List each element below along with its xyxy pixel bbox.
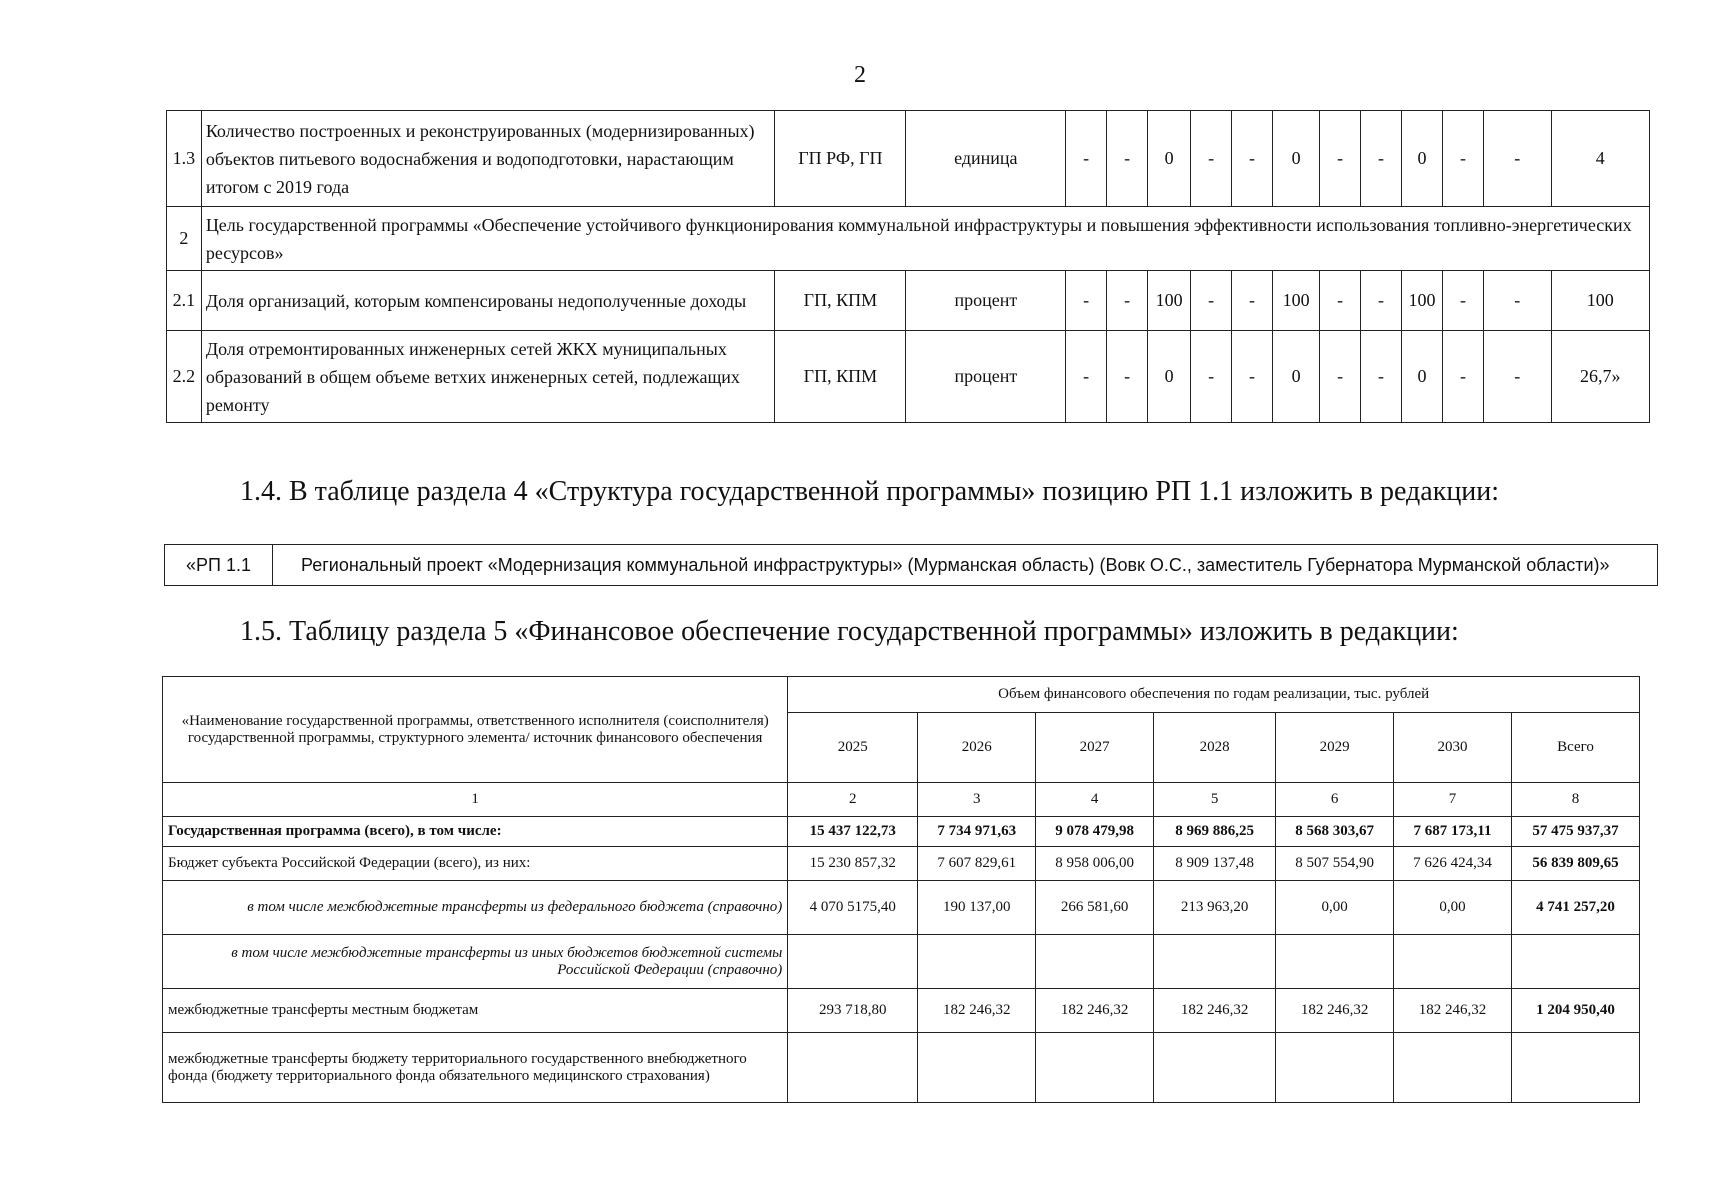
finance-value <box>918 1033 1036 1103</box>
finance-value <box>788 1033 918 1103</box>
finance-row-label: в том числе межбюджетные трансферты из федерального бюджета (справочно) <box>163 881 788 935</box>
column-number: 5 <box>1154 783 1276 817</box>
finance-row-other-budgets <box>163 935 1640 989</box>
section-1-4-title: 1.4. В таблице раздела 4 «Структура государственной программы» позицию РП 1.1 изложить в редакции: <box>240 476 1500 507</box>
finance-value: 293 718,80 <box>788 989 918 1033</box>
indicator-value: - <box>1442 271 1483 331</box>
indicator-value: - <box>1107 111 1148 207</box>
finance-value <box>1394 1033 1512 1103</box>
indicator-value: - <box>1483 111 1551 207</box>
finance-row-extrabudgetary <box>163 1033 1640 1103</box>
indicator-value: - <box>1066 331 1107 423</box>
indicator-name: Доля отремонтированных инженерных сетей ЖКХ муниципальных образований в общем объеме ветхих инженерных сетей, подлежащих ремонту <box>201 331 775 423</box>
indicator-value: 0 <box>1273 331 1320 423</box>
structure-code: «РП 1.1 <box>165 545 273 586</box>
indicator-name: Количество построенных и реконструированных (модернизированных) объектов питьевого водоснабжения и водоподготовки, нарастающим итогом с 2019 года <box>201 111 775 207</box>
finance-total <box>1512 935 1640 989</box>
finance-row-regional <box>163 847 1640 881</box>
column-number: 4 <box>1036 783 1154 817</box>
indicator-level: ГП РФ, ГП <box>775 111 906 207</box>
finance-value <box>1276 935 1394 989</box>
finance-value: 182 246,32 <box>918 989 1036 1033</box>
finance-value: 8 568 303,67 <box>1276 817 1394 847</box>
year-header: 2026 <box>918 713 1036 783</box>
year-header: 2029 <box>1276 713 1394 783</box>
year-header: 2027 <box>1036 713 1154 783</box>
finance-value: 7 734 971,63 <box>918 817 1036 847</box>
indicator-row <box>167 271 1650 331</box>
indicator-value: 100 <box>1402 271 1443 331</box>
indicator-number: 2.2 <box>167 331 202 423</box>
indicator-value: 0 <box>1402 111 1443 207</box>
finance-value: 182 246,32 <box>1394 989 1512 1033</box>
finance-value <box>1394 935 1512 989</box>
finance-value: 8 507 554,90 <box>1276 847 1394 881</box>
goal-number: 2 <box>167 207 202 271</box>
structure-table <box>164 544 1658 586</box>
goal-text: Цель государственной программы «Обеспечение устойчивого функционирования коммунальной инфраструктуры и повышения эффективности использования топливно-энергетических ресурсов» <box>201 207 1649 271</box>
finance-row-label: межбюджетные трансферты бюджету территориального государственного внебюджетного фонда (бюджету территориального фонда обязательного медицинского страхования) <box>163 1033 788 1103</box>
indicator-value: - <box>1232 271 1273 331</box>
finance-value: 7 626 424,34 <box>1394 847 1512 881</box>
indicator-value: - <box>1320 331 1361 423</box>
finance-value: 266 581,60 <box>1036 881 1154 935</box>
finance-row-label: Бюджет субъекта Российской Федерации (всего), из них: <box>163 847 788 881</box>
finance-name-header: «Наименование государственной программы, ответственного исполнителя (соисполнителя) государственной программы, структурного элемента/ источник финансового обеспечения <box>163 677 788 783</box>
finance-value: 7 607 829,61 <box>918 847 1036 881</box>
column-numbers-row <box>163 783 1640 817</box>
finance-value <box>1154 1033 1276 1103</box>
finance-total: 1 204 950,40 <box>1512 989 1640 1033</box>
finance-value: 8 958 006,00 <box>1036 847 1154 881</box>
indicator-value: - <box>1191 111 1232 207</box>
finance-total: 4 741 257,20 <box>1512 881 1640 935</box>
column-number: 6 <box>1276 783 1394 817</box>
column-number: 2 <box>788 783 918 817</box>
finance-value: 9 078 479,98 <box>1036 817 1154 847</box>
indicator-row <box>167 331 1650 423</box>
finance-value: 7 687 173,11 <box>1394 817 1512 847</box>
year-header: 2030 <box>1394 713 1512 783</box>
indicator-number: 2.1 <box>167 271 202 331</box>
finance-value <box>1036 1033 1154 1103</box>
total-header: Всего <box>1512 713 1640 783</box>
finance-value: 213 963,20 <box>1154 881 1276 935</box>
finance-value: 8 969 886,25 <box>1154 817 1276 847</box>
indicator-number: 1.3 <box>167 111 202 207</box>
section-1-5-title: 1.5. Таблицу раздела 5 «Финансовое обеспечение государственной программы» изложить в редакции: <box>240 616 1459 647</box>
finance-value: 0,00 <box>1394 881 1512 935</box>
indicator-value: 0 <box>1148 111 1191 207</box>
finance-value: 182 246,32 <box>1276 989 1394 1033</box>
finance-total: 57 475 937,37 <box>1512 817 1640 847</box>
indicator-value: - <box>1232 111 1273 207</box>
indicator-level: ГП, КПМ <box>775 271 906 331</box>
finance-row-label: в том числе межбюджетные трансферты из иных бюджетов бюджетной системы Российской Федерации (справочно) <box>163 935 788 989</box>
finance-value: 0,00 <box>1276 881 1394 935</box>
goal-row <box>167 207 1650 271</box>
finance-value: 182 246,32 <box>1154 989 1276 1033</box>
finance-row-total <box>163 817 1640 847</box>
finance-row-label: Государственная программа (всего), в том числе: <box>163 817 788 847</box>
indicator-value: 100 <box>1148 271 1191 331</box>
finance-value <box>918 935 1036 989</box>
indicator-value: 4 <box>1551 111 1649 207</box>
indicator-name: Доля организаций, которым компенсированы недополученные доходы <box>201 271 775 331</box>
year-header: 2025 <box>788 713 918 783</box>
structure-text: Региональный проект «Модернизация коммунальной инфраструктуры» (Мурманская область) (Вовк О.С., заместитель Губернатора Мурманской области)» <box>273 545 1658 586</box>
column-number: 3 <box>918 783 1036 817</box>
indicator-value: 0 <box>1273 111 1320 207</box>
finance-value <box>1036 935 1154 989</box>
indicator-value: 0 <box>1148 331 1191 423</box>
indicator-value: - <box>1107 271 1148 331</box>
column-number: 8 <box>1512 783 1640 817</box>
finance-value: 8 909 137,48 <box>1154 847 1276 881</box>
indicator-value: - <box>1442 331 1483 423</box>
finance-row-local <box>163 989 1640 1033</box>
indicator-value: - <box>1442 111 1483 207</box>
finance-total: 56 839 809,65 <box>1512 847 1640 881</box>
finance-total <box>1512 1033 1640 1103</box>
finance-value <box>1276 1033 1394 1103</box>
year-header: 2028 <box>1154 713 1276 783</box>
finance-value: 190 137,00 <box>918 881 1036 935</box>
indicator-value: - <box>1066 111 1107 207</box>
indicators-table <box>166 110 1650 423</box>
indicator-value: - <box>1232 331 1273 423</box>
finance-value: 182 246,32 <box>1036 989 1154 1033</box>
indicator-unit: единица <box>906 111 1066 207</box>
finance-row-federal <box>163 881 1640 935</box>
page-number: 2 <box>854 62 866 88</box>
finance-value: 4 070 5175,40 <box>788 881 918 935</box>
indicator-value: 26,7» <box>1551 331 1649 423</box>
column-number: 1 <box>163 783 788 817</box>
indicator-value: - <box>1483 271 1551 331</box>
finance-value <box>1154 935 1276 989</box>
finance-row-label: межбюджетные трансферты местным бюджетам <box>163 989 788 1033</box>
indicator-value: 100 <box>1273 271 1320 331</box>
structure-row <box>165 545 1658 586</box>
indicator-value: - <box>1320 111 1361 207</box>
indicator-unit: процент <box>906 271 1066 331</box>
indicator-value: 0 <box>1402 331 1443 423</box>
indicator-value: - <box>1320 271 1361 331</box>
indicator-value: - <box>1066 271 1107 331</box>
finance-value <box>788 935 918 989</box>
indicator-value: - <box>1483 331 1551 423</box>
finance-header-row <box>163 677 1640 713</box>
indicator-value: - <box>1191 331 1232 423</box>
indicator-value: - <box>1361 271 1402 331</box>
column-number: 7 <box>1394 783 1512 817</box>
indicator-unit: процент <box>906 331 1066 423</box>
indicator-value: - <box>1191 271 1232 331</box>
indicator-value: - <box>1361 111 1402 207</box>
finance-volume-header: Объем финансового обеспечения по годам реализации, тыс. рублей <box>788 677 1640 713</box>
indicator-value: 100 <box>1551 271 1649 331</box>
indicator-value: - <box>1107 331 1148 423</box>
indicator-value: - <box>1361 331 1402 423</box>
indicator-row <box>167 111 1650 207</box>
finance-value: 15 437 122,73 <box>788 817 918 847</box>
finance-value: 15 230 857,32 <box>788 847 918 881</box>
finance-table <box>162 676 1640 1103</box>
indicator-level: ГП, КПМ <box>775 331 906 423</box>
